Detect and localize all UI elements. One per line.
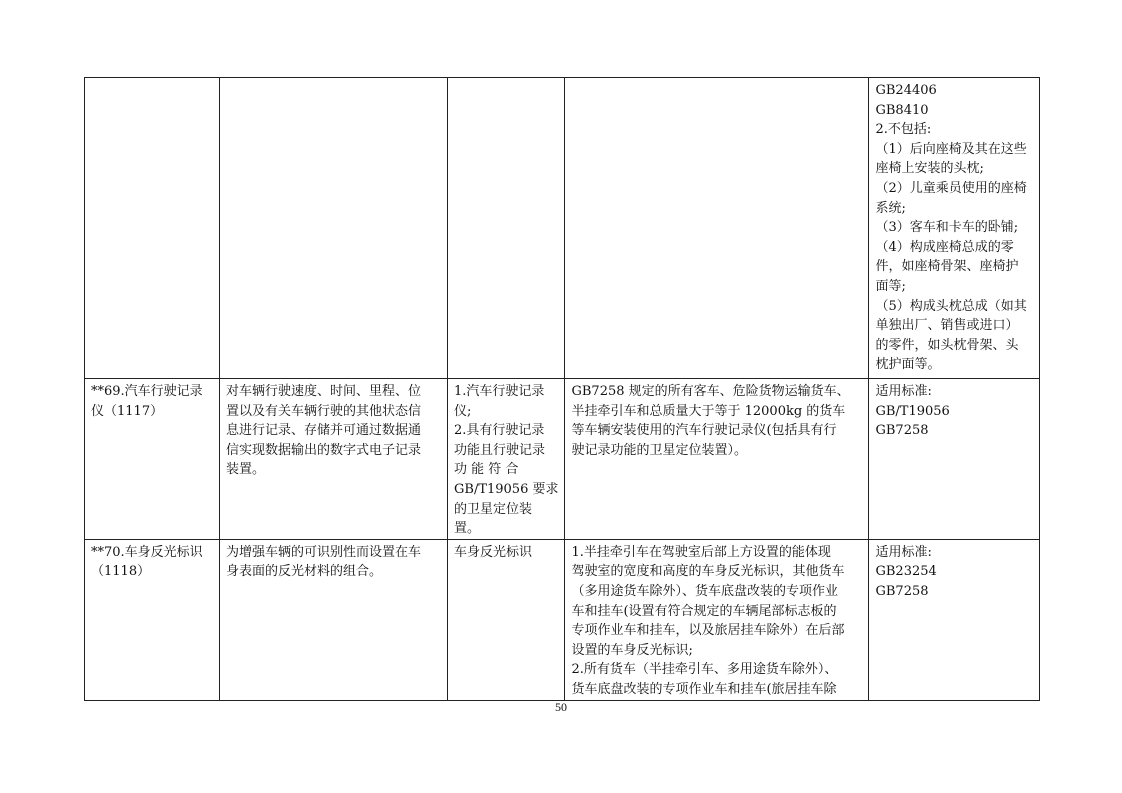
text-line: 身表面的反光材料的组合。 xyxy=(226,564,383,580)
remarks-cell xyxy=(869,539,1040,700)
product-name-cell xyxy=(85,379,220,540)
text-line: 仪; xyxy=(454,403,472,419)
scope-cell xyxy=(448,379,565,540)
text-line: 的零件，如头枕骨架、头 xyxy=(875,337,1019,353)
product-name-cell xyxy=(85,78,220,379)
text-line: 2.所有货车（半挂牵引车、多用途货车除外）、 xyxy=(571,662,838,678)
text-line: 系统; xyxy=(875,200,906,216)
text-line: 车和挂车(设置有符合规定的车辆尾部标志板的 xyxy=(571,603,837,619)
text-line: 座椅上安装的头枕; xyxy=(875,161,984,177)
remarks-cell xyxy=(869,78,1040,379)
applicability-cell xyxy=(565,78,869,379)
text-line: （5）构成头枕总成（如其 xyxy=(875,298,1027,314)
product-name-cell xyxy=(85,539,220,700)
text-line: 对车辆行驶速度、时间、里程、位 xyxy=(226,384,422,399)
text-line: 2.具有行驶记录 xyxy=(454,423,545,439)
text-line: GB7258 xyxy=(875,583,929,599)
text-line: GB24406 xyxy=(875,83,937,98)
text-line: 为增强车辆的可识别性而设置在车 xyxy=(226,544,422,560)
applicability-cell xyxy=(565,379,869,540)
text-line: （多用途货车除外）、货车底盘改装的专项作业 xyxy=(571,583,838,599)
table-row xyxy=(85,379,1040,540)
text-line: 设置的车身反光标识; xyxy=(571,642,693,658)
text-line: GB7258 规定的所有客车、危险货物运输货车、 xyxy=(571,384,850,399)
text-line: 适用标准: xyxy=(875,384,932,399)
page-number: 50 xyxy=(555,700,567,714)
text-line: 面等; xyxy=(875,278,906,294)
text-line: 枕护面等。 xyxy=(875,357,941,373)
table-row xyxy=(85,539,1040,700)
text-line: 信实现数据输出的数字式电子记录 xyxy=(226,442,422,458)
text-line: 功能且行驶记录 xyxy=(454,442,546,458)
text-line: 适用标准: xyxy=(875,544,932,560)
definition-cell xyxy=(220,78,448,379)
standards-table xyxy=(84,77,1040,701)
text-line: 等车辆安装使用的汽车行驶记录仪(包括具有行 xyxy=(571,423,837,439)
remarks-cell xyxy=(869,379,1040,540)
text-line: 息进行记录、存储并可通过数据通 xyxy=(226,423,422,439)
text-line: （3）客车和卡车的卧铺; xyxy=(875,220,1019,236)
definition-cell xyxy=(220,379,448,540)
text-line: 驶记录功能的卫星定位装置）。 xyxy=(571,442,747,458)
text-line: 置以及有关车辆行驶的其他状态信 xyxy=(226,403,422,419)
text-line: （4）构成座椅总成的零 xyxy=(875,239,1014,255)
text-line: 车身反光标识 xyxy=(454,544,533,560)
text-line: 置。 xyxy=(454,521,481,537)
text-line: GB7258 xyxy=(875,423,929,439)
text-line: 的卫星定位装 xyxy=(454,501,533,517)
text-line: 货车底盘改装的专项作业车和挂车(旅居挂车除 xyxy=(571,681,837,697)
applicability-cell xyxy=(565,539,869,700)
text-line: （1）后向座椅及其在这些 xyxy=(875,141,1027,157)
text-line: GB8410 xyxy=(875,102,929,118)
table-row xyxy=(85,78,1040,379)
text-line: GB/T19056 xyxy=(875,403,950,419)
text-line: 件，如座椅骨架、座椅护 xyxy=(875,259,1019,275)
text-line: GB23254 xyxy=(875,564,937,580)
text-line: 2.不包括: xyxy=(875,122,932,138)
text-line: 1.汽车行驶记录 xyxy=(454,384,545,399)
definition-cell xyxy=(220,539,448,700)
text-line: **70.车身反光标识 xyxy=(91,544,203,560)
text-line: **69.汽车行驶记录 xyxy=(91,384,203,399)
text-line: GB/T19056 要求 xyxy=(454,481,559,497)
text-line: 单独出厂、销售或进口） xyxy=(875,318,1019,334)
text-line: （1118） xyxy=(91,564,151,580)
text-line: 功 能 符 合 xyxy=(454,462,519,478)
scope-cell xyxy=(448,78,565,379)
text-line: （2）儿童乘员使用的座椅 xyxy=(875,180,1027,196)
text-line: 驾驶室的宽度和高度的车身反光标识，其他货车 xyxy=(571,564,845,580)
text-line: 1.半挂牵引车在驾驶室后部上方设置的能体现 xyxy=(571,544,831,560)
text-line: 仪（1117） xyxy=(91,403,164,419)
scope-cell xyxy=(448,539,565,700)
text-line: 半挂牵引车和总质量大于等于 12000kg 的货车 xyxy=(571,403,846,419)
text-line: 专项作业车和挂车，以及旅居挂车除外）在后部 xyxy=(571,623,845,639)
text-line: 装置。 xyxy=(226,462,266,478)
